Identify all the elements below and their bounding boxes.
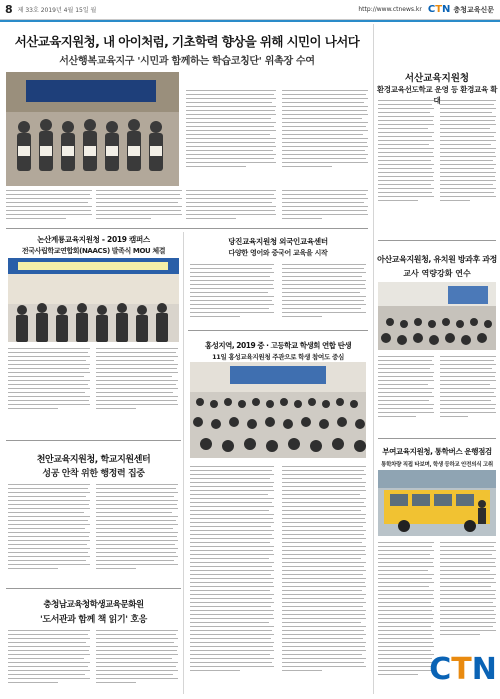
divider-right-1	[378, 240, 496, 241]
right-low-headline: 부여교육지원청, 통학버스 운행점검	[382, 447, 492, 456]
issue-date: 제 33호 2019년 4월 15일 월	[17, 7, 97, 14]
lead-text-bottom-b	[96, 190, 182, 219]
lead-text-far	[282, 90, 368, 167]
left-low-subhead: 성공 안착 위한 행정력 집중	[42, 469, 145, 479]
center-mid2-headline: 홍성지역, 2019 중 · 고등학교 학생회 연합 탄생	[204, 341, 352, 350]
lead-headline: 서산교육지원청, 내 아이처럼, 기초학력 향상을 위해 시민이 나서다	[14, 34, 360, 49]
left-low-text-b	[96, 484, 178, 569]
page-number: 8	[5, 3, 13, 16]
divider-left-2	[6, 588, 181, 589]
divider-center-1	[188, 330, 368, 331]
logo-letter-t: T	[435, 4, 443, 15]
right-low-subhead: 통학차량 직접 타보며, 학생 등하교 안전의식 고취	[381, 462, 493, 468]
divider-vertical-left	[183, 232, 184, 694]
right-top-headline: 서산교육지원청	[404, 73, 470, 84]
right-top-subhead: 환경교육선도학교 운영 등 환경교육 확대	[376, 85, 498, 105]
left-bottom-headline: 충청남교육청학생교육문화원	[43, 600, 144, 610]
left-bottom-text-b	[96, 630, 178, 683]
lead-text-bottom-d	[282, 190, 368, 219]
center-mid2-photo	[190, 362, 366, 458]
center-mid-headline: 당진교육지원청 외국인교육센터	[228, 237, 328, 246]
header-rule	[0, 20, 500, 22]
right-mid-photo	[378, 282, 496, 350]
center-mid-text-b	[282, 264, 366, 317]
left-mid-text-a	[8, 348, 90, 409]
footer-logo	[430, 648, 496, 692]
right-low-text-b	[440, 542, 496, 635]
masthead-logo	[428, 4, 494, 15]
left-mid-photo	[8, 258, 179, 342]
logo-letter-n: N	[442, 4, 451, 15]
left-low-headline: 천안교육지원청, 학교지원센터	[36, 455, 151, 465]
paper-name: 충청교육신문	[453, 5, 494, 14]
footer-logo-n: N	[471, 652, 497, 687]
left-mid-subhead: 전국사립학교연합회(NAACS) 발족식 MOU 체결	[21, 247, 166, 255]
page-header	[0, 0, 500, 20]
divider-left-1	[6, 440, 181, 441]
center-mid2-subhead: 11일 홍성교육지원청 주관으로 학생 참여도 중심	[212, 353, 344, 361]
divider-right-2	[378, 438, 496, 439]
footer-logo-c: C	[429, 652, 452, 687]
lead-text-bottom-a	[6, 190, 92, 219]
right-low-text-a	[378, 542, 434, 675]
center-mid2-text-b	[282, 466, 366, 671]
right-top-text-a	[378, 100, 434, 201]
left-mid-text-b	[96, 348, 178, 409]
site-url[interactable]: http://www.ctnews.kr	[358, 6, 422, 13]
left-low-text-a	[8, 484, 90, 569]
right-top-text-b	[440, 100, 496, 201]
right-mid-subhead: 교사 역량강화 연수	[403, 269, 471, 278]
right-mid-text-a	[378, 356, 434, 417]
divider-lead	[6, 228, 368, 229]
right-low-photo	[378, 470, 496, 536]
logo-letter-c: C	[427, 4, 436, 15]
right-mid-text-b	[440, 356, 496, 417]
lead-text-right	[186, 90, 276, 167]
divider-vertical-right	[373, 24, 374, 694]
lead-subhead: 서산행복교육지구 '시민과 함께하는 학습코칭단' 위촉장 수여	[59, 56, 315, 67]
left-bottom-subhead: '도서관과 함께 책 읽기' 호응	[40, 615, 147, 625]
footer-logo-t: T	[451, 652, 472, 687]
center-mid2-text-a	[190, 466, 274, 671]
left-mid-headline: 논산계룡교육지원청 - 2019 캠퍼스	[37, 235, 150, 244]
lead-text-bottom-c	[186, 190, 276, 219]
center-mid-text-a	[190, 264, 274, 317]
right-mid-headline: 아산교육지원청, 유치원 방과후 과정	[377, 255, 497, 264]
lead-photo	[6, 72, 179, 186]
center-mid-subhead: 다양한 영어와 중국어 교육을 시작	[228, 249, 328, 257]
left-bottom-text-a	[8, 630, 90, 683]
